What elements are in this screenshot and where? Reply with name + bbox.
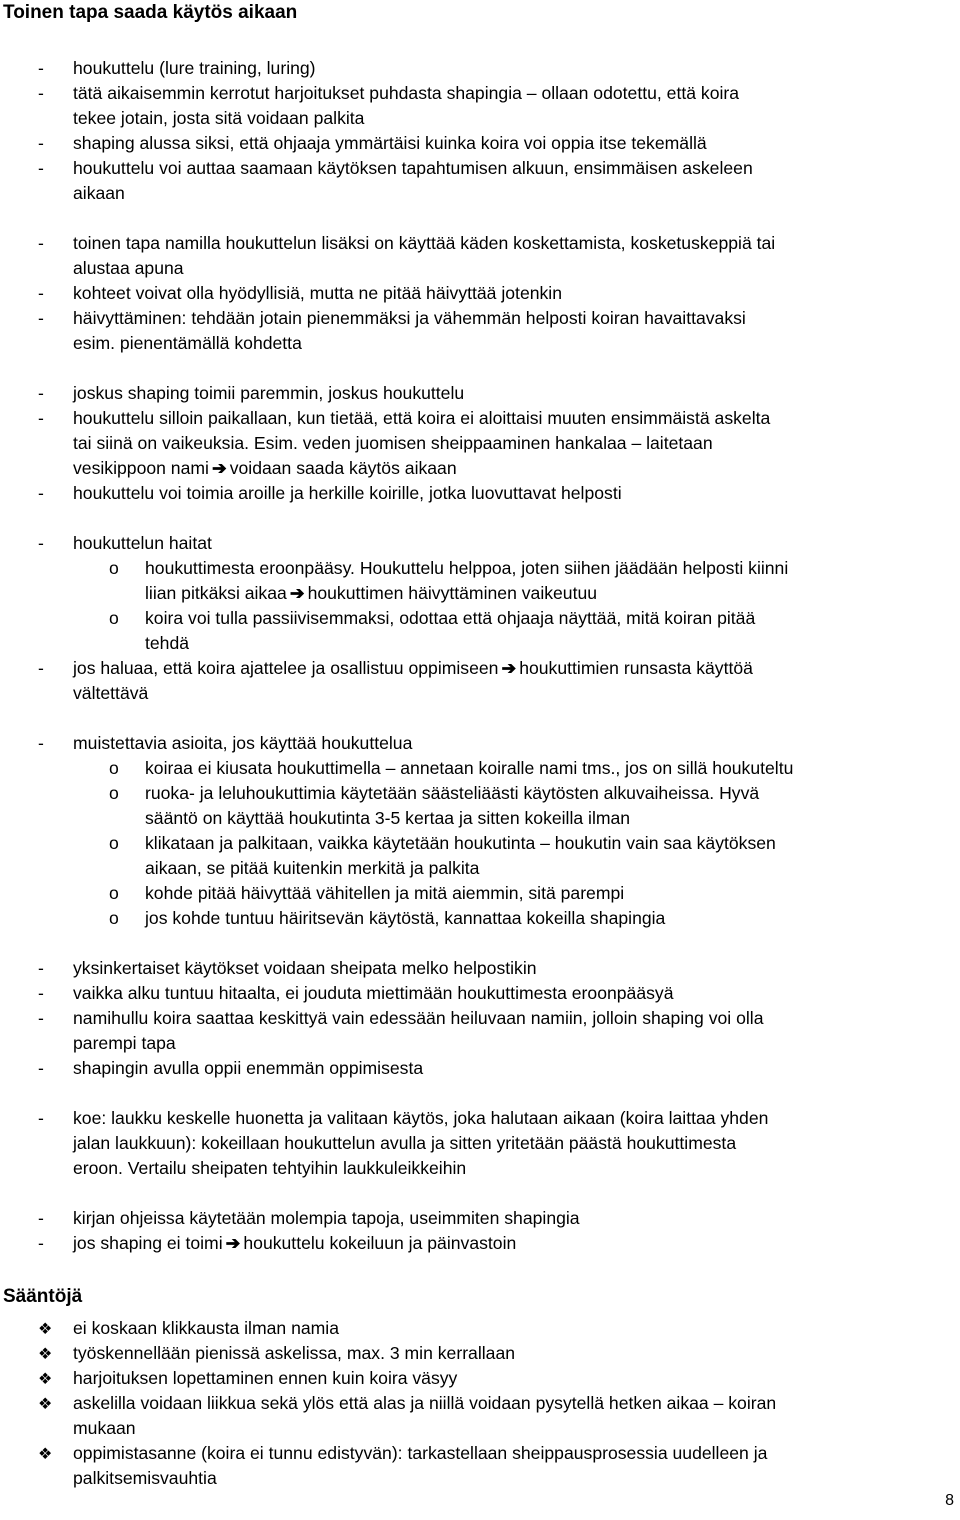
sub-bullet-marker: o	[109, 608, 119, 628]
line-text: joskus shaping toimii paremmin, joskus houkuttelu	[73, 383, 465, 403]
line-text: yksinkertaiset käytökset voidaan sheipata melko helpostikin	[73, 958, 537, 978]
line-text: vesikippoon nami	[73, 458, 209, 478]
list-item	[73, 306, 746, 331]
dash-bullet-marker: -	[38, 958, 44, 978]
line-text: kohde pitää häivyttää vähitellen ja mitä aiemmin, sitä parempi	[145, 883, 625, 903]
line-text: koe: laukku keskelle huonetta ja valitaan käytös, joka halutaan aikaan (koira laittaa yhden	[73, 1108, 769, 1128]
list-item	[73, 456, 457, 481]
rule-text: palkitsemisvauhtia	[73, 1468, 217, 1488]
line-text: muistettavia asioita, jos käyttää houkuttelua	[73, 733, 413, 753]
diamond-bullet-icon: ❖	[38, 1396, 53, 1413]
list-item	[145, 781, 759, 806]
rule-item	[73, 1366, 457, 1391]
diamond-bullet-icon: ❖	[38, 1346, 53, 1363]
arrow-right-icon: ➔	[225, 1233, 241, 1253]
list-item	[73, 281, 562, 306]
line-text: jos kohde tuntuu häiritsevän käytöstä, kannattaa kokeilla shapingia	[145, 908, 666, 928]
line-text: jos shaping ei toimi	[73, 1233, 223, 1253]
list-item	[73, 1031, 176, 1056]
rule-item-continued	[73, 1466, 217, 1491]
list-item	[73, 381, 464, 406]
line-text: houkuttelu voi auttaa saamaan käytöksen tapahtumisen alkuun, ensimmäisen askeleen	[73, 158, 753, 178]
dash-bullet-marker: -	[38, 733, 44, 753]
list-item	[145, 631, 189, 656]
list-item	[73, 81, 739, 106]
rules-title: Sääntöjä	[3, 1286, 83, 1307]
list-item	[73, 431, 713, 456]
line-text: tekee jotain, josta sitä voidaan palkita	[73, 108, 365, 128]
list-item	[73, 1206, 580, 1231]
dash-bullet-marker: -	[38, 158, 44, 178]
rule-item	[73, 1341, 515, 1366]
line-text: tai siinä on vaikeuksia. Esim. veden juomisen sheippaaminen hankalaa – laitetaan	[73, 433, 713, 453]
line-text: houkuttelun haitat	[73, 533, 212, 553]
dash-bullet-marker: -	[38, 308, 44, 328]
list-item	[73, 481, 622, 506]
list-item	[73, 406, 770, 431]
list-item	[145, 831, 776, 856]
list-item	[73, 1156, 466, 1181]
rule-text: askelilla voidaan liikkua sekä ylös että alas ja niillä voidaan pysytellä hetken aikaa – koiran	[73, 1393, 777, 1413]
diamond-bullet-icon: ❖	[38, 1321, 53, 1338]
list-item	[73, 256, 184, 281]
rule-text: harjoituksen lopettaminen ennen kuin koira väsyy	[73, 1368, 458, 1388]
line-text: voidaan saada käytös aikaan	[229, 458, 457, 478]
list-item	[73, 656, 753, 681]
sub-bullet-marker: o	[109, 908, 119, 928]
list-item	[73, 1056, 423, 1081]
line-text: houkuttimen häivyttäminen vaikeutuu	[307, 583, 598, 603]
dash-bullet-marker: -	[38, 133, 44, 153]
line-text: vältettävä	[73, 683, 149, 703]
dash-bullet-marker: -	[38, 1233, 44, 1253]
line-text: houkuttimien runsasta käyttöä	[519, 658, 753, 678]
rule-text: mukaan	[73, 1418, 136, 1438]
sub-bullet-marker: o	[109, 783, 119, 803]
dash-bullet-marker: -	[38, 1008, 44, 1028]
list-item	[73, 156, 753, 181]
arrow-right-icon: ➔	[211, 458, 227, 478]
arrow-right-icon: ➔	[501, 658, 517, 678]
list-item	[73, 1231, 516, 1256]
line-text: sääntö on käyttää houkutinta 3-5 kertaa ja sitten kokeilla ilman	[145, 808, 631, 828]
line-text: kohteet voivat olla hyödyllisiä, mutta ne pitää häivyttää jotenkin	[73, 283, 562, 303]
line-text: houkuttelu (lure training, luring)	[73, 58, 316, 78]
line-text: klikataan ja palkitaan, vaikka käytetään houkutinta – houkutin vain saa käytöksen	[145, 833, 776, 853]
line-text: eroon. Vertailu sheipaten tehtyihin laukkuleikkeihin	[73, 1158, 467, 1178]
list-item	[73, 331, 302, 356]
line-text: toinen tapa namilla houkuttelun lisäksi on käyttää käden koskettamista, kosketuskeppiä tai	[73, 233, 776, 253]
page-number: 8	[945, 1492, 954, 1509]
line-text: ruoka- ja leluhoukuttimia käytetään säästeliäästi käytösten alkuvaiheissa. Hyvä	[145, 783, 760, 803]
dash-bullet-marker: -	[38, 533, 44, 553]
list-item	[73, 1006, 763, 1031]
diamond-bullet-icon: ❖	[38, 1446, 53, 1463]
line-text: parempi tapa	[73, 1033, 176, 1053]
line-text: houkuttelu kokeiluun ja päinvastoin	[243, 1233, 517, 1253]
rule-item	[73, 1316, 339, 1341]
list-item	[73, 231, 775, 256]
rule-text: ei koskaan klikkausta ilman namia	[73, 1318, 339, 1338]
sub-bullet-marker: o	[109, 883, 119, 903]
list-item	[73, 106, 364, 131]
list-item	[145, 756, 793, 781]
sub-bullet-marker: o	[109, 833, 119, 853]
dash-bullet-marker: -	[38, 408, 44, 428]
line-text: koira voi tulla passiivisemmaksi, odottaa että ohjaaja näyttää, mitä koiran pitää	[145, 608, 756, 628]
list-item	[145, 881, 624, 906]
list-item	[73, 956, 537, 981]
list-item	[145, 556, 788, 581]
dash-bullet-marker: -	[38, 1058, 44, 1078]
list-item	[145, 856, 479, 881]
dash-bullet-marker: -	[38, 483, 44, 503]
line-text: koiraa ei kiusata houkuttimella – annetaan koiralle nami tms., jos on sillä houkuteltu	[145, 758, 794, 778]
rule-item	[73, 1441, 767, 1466]
arrow-right-icon: ➔	[289, 583, 305, 603]
list-item	[73, 56, 316, 81]
line-text: tätä aikaisemmin kerrotut harjoitukset puhdasta shapingia – ollaan odotettu, että koira	[73, 83, 740, 103]
line-text: aikaan, se pitää kuitenkin merkitä ja palkita	[145, 858, 480, 878]
line-text: tehdä	[145, 633, 190, 653]
list-item	[145, 906, 665, 931]
diamond-bullet-icon: ❖	[38, 1371, 53, 1388]
list-item	[73, 1106, 768, 1131]
line-text: kirjan ohjeissa käytetään molempia tapoja, useimmiten shapingia	[73, 1208, 580, 1228]
sub-bullet-marker: o	[109, 758, 119, 778]
rule-item	[73, 1391, 776, 1416]
dash-bullet-marker: -	[38, 1108, 44, 1128]
dash-bullet-marker: -	[38, 83, 44, 103]
page-title: Toinen tapa saada käytös aikaan	[3, 2, 298, 23]
list-item	[145, 806, 630, 831]
list-item	[73, 531, 212, 556]
list-item	[73, 131, 707, 156]
line-text: häivyttäminen: tehdään jotain pienemmäksi ja vähemmän helposti koiran havaittavaksi	[73, 308, 746, 328]
line-text: aikaan	[73, 183, 125, 203]
line-text: houkuttelu voi toimia aroille ja herkille koirille, jotka luovuttavat helposti	[73, 483, 622, 503]
rule-text: työskennellään pienissä askelissa, max. 3 min kerrallaan	[73, 1343, 516, 1363]
line-text: shapingin avulla oppii enemmän oppimisesta	[73, 1058, 424, 1078]
dash-bullet-marker: -	[38, 383, 44, 403]
list-item	[145, 581, 597, 606]
line-text: jalan laukkuun): kokeillaan houkuttelun avulla ja sitten yritetään päästä houkuttimesta	[73, 1133, 737, 1153]
line-text: alustaa apuna	[73, 258, 184, 278]
sub-bullet-marker: o	[109, 558, 119, 578]
line-text: houkuttimesta eroonpääsy. Houkuttelu helppoa, joten siihen jäädään helposti kiinni	[145, 558, 789, 578]
dash-bullet-marker: -	[38, 1208, 44, 1228]
dash-bullet-marker: -	[38, 233, 44, 253]
line-text: esim. pienentämällä kohdetta	[73, 333, 302, 353]
line-text: liian pitkäksi aikaa	[145, 583, 287, 603]
list-item	[73, 981, 674, 1006]
line-text: shaping alussa siksi, että ohjaaja ymmärtäisi kuinka koira voi oppia itse tekemällä	[73, 133, 707, 153]
rule-item-continued	[73, 1416, 136, 1441]
rule-text: oppimistasanne (koira ei tunnu edistyvän): tarkastellaan sheippausprosessia uudelleen ja	[73, 1443, 768, 1463]
line-text: jos haluaa, että koira ajattelee ja osallistuu oppimiseen	[73, 658, 499, 678]
line-text: houkuttelu silloin paikallaan, kun tietää, että koira ei aloittaisi muuten ensimmäistä askelta	[73, 408, 771, 428]
list-item	[73, 731, 412, 756]
dash-bullet-marker: -	[38, 658, 44, 678]
line-text: namihullu koira saattaa keskittyä vain edessään heiluvaan namiin, jolloin shaping voi olla	[73, 1008, 764, 1028]
line-text: vaikka alku tuntuu hitaalta, ei jouduta miettimään houkuttimesta eroonpääsyä	[73, 983, 674, 1003]
dash-bullet-marker: -	[38, 983, 44, 1003]
dash-bullet-marker: -	[38, 283, 44, 303]
dash-bullet-marker: -	[38, 58, 44, 78]
list-item	[73, 681, 148, 706]
list-item	[145, 606, 755, 631]
list-item	[73, 181, 125, 206]
list-item	[73, 1131, 736, 1156]
